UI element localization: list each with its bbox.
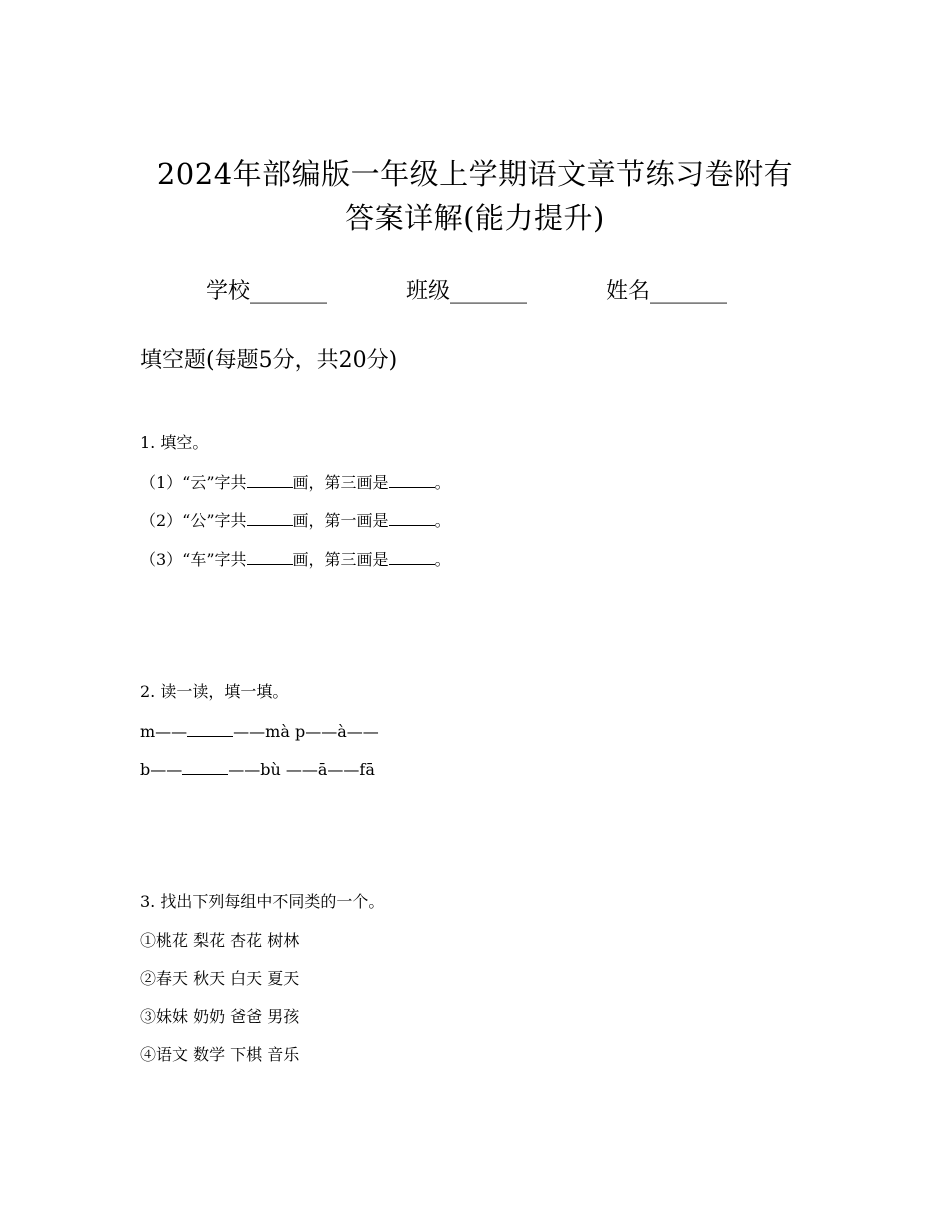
question-2-stem: 2. 读一读，填一填。 xyxy=(140,682,289,701)
question-3-stem: 3. 找出下列每组中不同类的一个。 xyxy=(140,892,385,911)
q1-item-2-end: 。 xyxy=(434,511,451,530)
question-1-item-3 xyxy=(140,548,451,571)
q2-row-2-start: b—— xyxy=(140,760,183,779)
q1-item-2-prefix: （2）“公”字共 xyxy=(140,511,247,530)
question-3-item-4: ④语文 数学 下棋 音乐 xyxy=(140,1045,300,1064)
q1-item-3-prefix: （3）“车”字共 xyxy=(140,550,247,569)
question-1-item-1 xyxy=(140,471,451,494)
pinyin-blank[interactable] xyxy=(187,720,233,737)
stroke-count-blank[interactable] xyxy=(247,509,293,526)
stroke-name-blank[interactable] xyxy=(389,509,435,526)
q2-row-1-start: m—— xyxy=(140,722,188,741)
question-3-item-2: ②春天 秋天 白天 夏天 xyxy=(140,969,300,988)
stroke-count-blank[interactable] xyxy=(247,548,293,565)
question-2-row-2 xyxy=(140,758,375,781)
title-line-1: 2024年部编版一年级上学期语文章节练习卷附有 xyxy=(156,157,794,191)
q2-row-2-end: ——bù ——ā——fā xyxy=(228,760,375,779)
stroke-name-blank[interactable] xyxy=(389,548,435,565)
stroke-count-blank[interactable] xyxy=(247,471,293,488)
question-3-item-1: ①桃花 梨花 杏花 树林 xyxy=(140,931,300,950)
school-field[interactable]: 学校_______ xyxy=(206,279,328,304)
question-1-item-2 xyxy=(140,509,451,532)
section-title: 填空题(每题5分，共20分) xyxy=(140,348,398,373)
title-line-2: 答案详解(能力提升) xyxy=(345,201,605,235)
class-field[interactable]: 班级_______ xyxy=(406,279,528,304)
q2-row-1-end: ——mà p——à—— xyxy=(233,722,379,741)
question-2-row-1 xyxy=(140,720,379,743)
q1-item-1-end: 。 xyxy=(434,473,451,492)
document-title xyxy=(110,152,840,240)
question-1-stem: 1. 填空。 xyxy=(140,433,209,452)
pinyin-blank[interactable] xyxy=(182,758,228,775)
question-3-item-3: ③妹妹 奶奶 爸爸 男孩 xyxy=(140,1007,300,1026)
q1-item-3-middle: 画，第三画是 xyxy=(292,550,389,569)
q1-item-1-prefix: （1）“云”字共 xyxy=(140,473,247,492)
name-field[interactable]: 姓名_______ xyxy=(606,279,728,304)
q1-item-3-end: 。 xyxy=(434,550,451,569)
stroke-name-blank[interactable] xyxy=(389,471,435,488)
q1-item-1-middle: 画，第三画是 xyxy=(292,473,389,492)
q1-item-2-middle: 画，第一画是 xyxy=(292,511,389,530)
